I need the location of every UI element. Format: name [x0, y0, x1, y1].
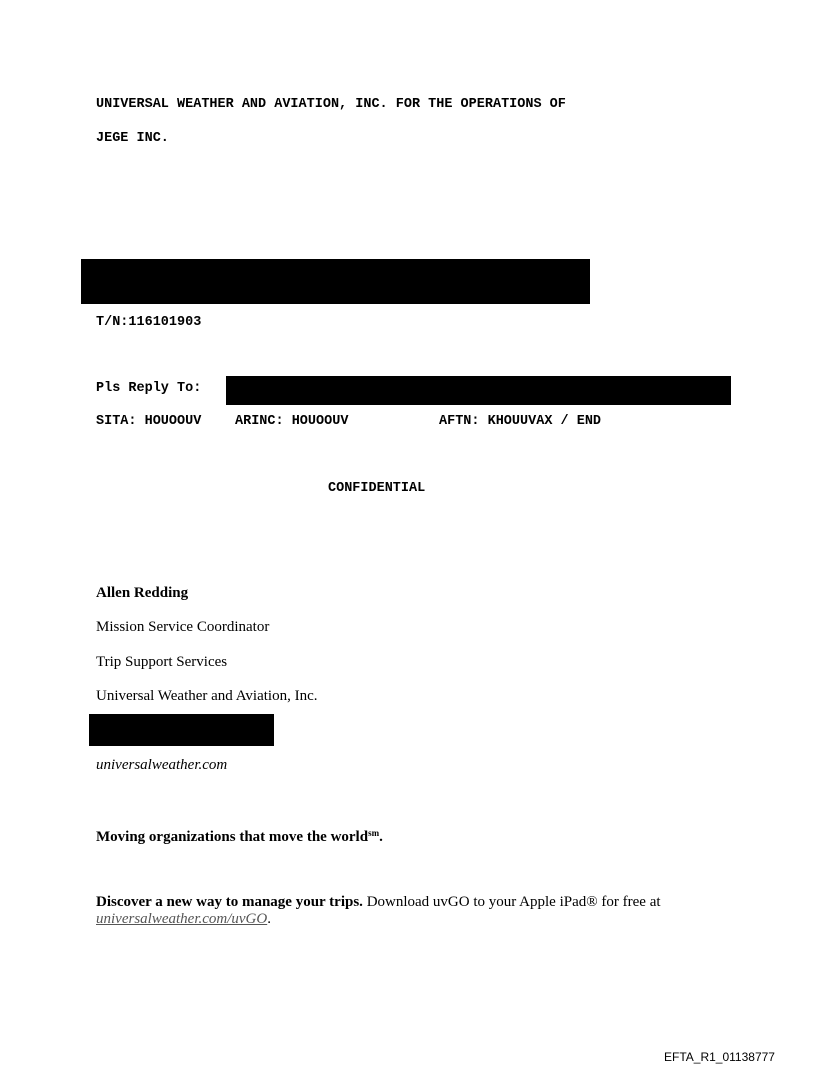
signature-website: universalweather.com [96, 757, 228, 773]
signature-title: Mission Service Coordinator [96, 619, 270, 635]
arinc-address: ARINC: HOUOOUV [235, 414, 349, 429]
promo-body: Download uvGO to your Apple iPad® for free at [362, 894, 661, 910]
promo-line [96, 893, 661, 911]
redaction-block-2 [226, 376, 731, 405]
redaction-block-1 [81, 259, 590, 304]
document-id: EFTA_R1_01138777 [664, 1050, 775, 1064]
confidential-label: CONFIDENTIAL [328, 481, 426, 496]
tail-number: T/N:116101903 [96, 315, 202, 330]
header-line-2: JEGE INC. [96, 131, 169, 146]
slogan-text: Moving organizations that move the world [96, 829, 369, 845]
sita-address: SITA: HOUOOUV [96, 414, 202, 429]
service-mark: sm [368, 828, 380, 838]
header-line-1: UNIVERSAL WEATHER AND AVIATION, INC. FOR THE OPERATIONS OF [96, 97, 566, 112]
promo-link-line [96, 910, 271, 928]
slogan-period: . [379, 829, 383, 845]
signature-department: Trip Support Services [96, 654, 228, 670]
signature-company: Universal Weather and Aviation, Inc. [96, 688, 318, 704]
slogan [96, 824, 383, 846]
signature-name: Allen Redding [96, 585, 189, 601]
promo-lead: Discover a new way to manage your trips. [96, 894, 363, 910]
uvgo-link[interactable]: universalweather.com/uvGO [96, 911, 268, 927]
promo-end: . [267, 911, 271, 927]
aftn-address: AFTN: KHOUUVAX / END [439, 414, 602, 429]
redaction-block-3 [89, 714, 274, 746]
reply-to-label: Pls Reply To: [96, 381, 202, 396]
